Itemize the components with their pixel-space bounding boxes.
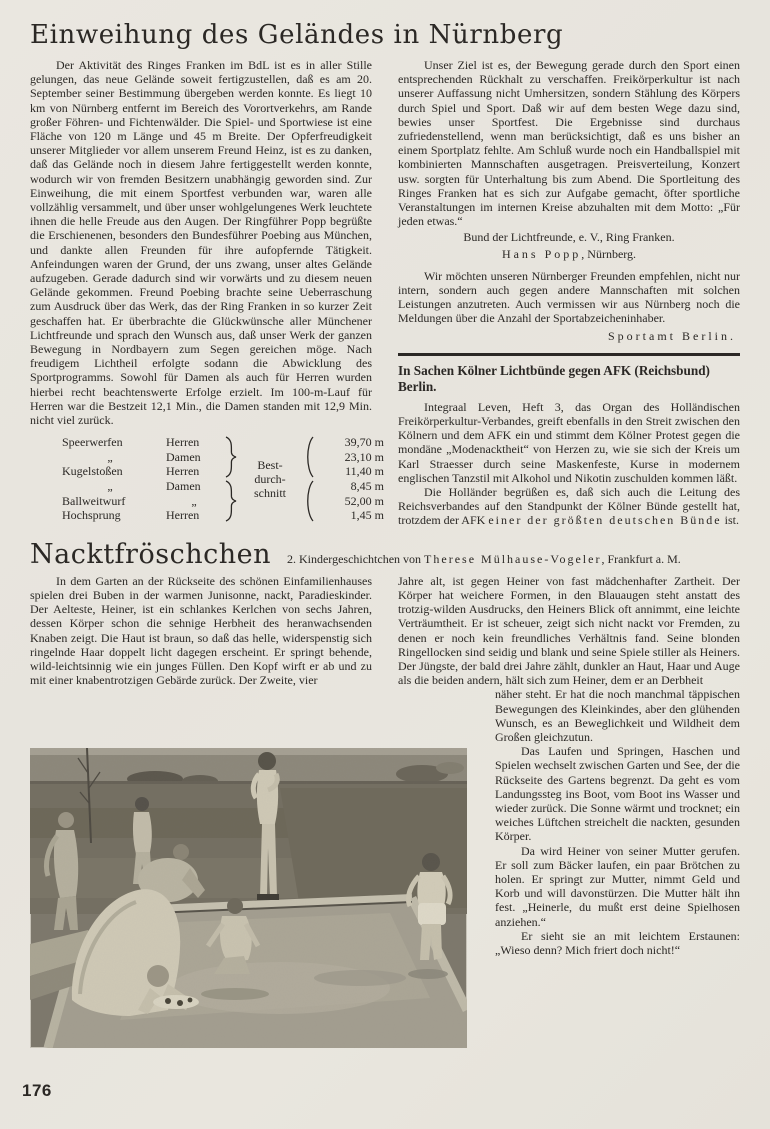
subarticle-paragraph-2 bbox=[398, 485, 740, 528]
signature-author-name: Hans Popp bbox=[501, 246, 582, 261]
subarticle-title: In Sachen Kölner Lichtbünde gegen AFK (Reichsbund) Berlin. bbox=[398, 362, 710, 395]
result-event: „ bbox=[107, 479, 113, 494]
table-label-line: durch- bbox=[254, 472, 286, 487]
article2-left-paragraph: In dem Garten an der Rückseite des schönen Einfamilienhauses spielen drei Buben in der warmen Junisonne, nackt, Paradieskinder. Der Aelteste, Heiner, ist ein schlankes Kerlchen von sechs Jahren, dessen Körper schon die sehnige Herbheit des heranwachsenden Knaben zeigt. Die Haut ist braun, so daß das helle, widerspenstig sich ringelnde Haar doppelt licht dagegen erscheint. Er springt behende, wild-leichtsinnig wie ein junges Füllen. Den Kopf wirft er ab und zu mit einer knabentrotzigen Gebärde zurück. Der Zweite, vier bbox=[30, 573, 372, 688]
section-divider-rule bbox=[398, 353, 740, 356]
result-value: 1,45 m bbox=[350, 508, 384, 523]
article1-title: Einweihung des Geländes in Nürnberg bbox=[30, 20, 564, 50]
article2-title: Nacktfröschchen bbox=[30, 538, 271, 570]
result-who: „ bbox=[191, 493, 197, 508]
brace-close-icon bbox=[222, 436, 240, 478]
signature-author-city: , Nürnberg. bbox=[581, 246, 637, 261]
article2-right-narrow bbox=[495, 687, 740, 957]
article2-byline bbox=[287, 552, 681, 566]
article1-right-column bbox=[398, 58, 740, 528]
result-who: Herren bbox=[166, 508, 200, 523]
table-label-line: Best- bbox=[257, 458, 283, 473]
brace-open-icon bbox=[300, 436, 318, 478]
brace-open-icon bbox=[300, 480, 318, 522]
result-who: Damen bbox=[166, 479, 201, 494]
result-event: Speerwerfen bbox=[62, 435, 123, 450]
article2-narrow-paragraph-2: Das Laufen und Springen, Haschen und Spielen wechselt zwischen Garten und See, der die Rückseite des Gartens begrenzt. Da geht es vom Landungssteg ins Boot, vom Boot ins Wasser und wieder zurück. Die Sonne wärmt und trocknet; ein weiches Lüftchen streichelt die nackten, gesunden Körper. bbox=[495, 744, 740, 844]
article1-right-paragraph-2: Wir möchten unseren Nürnberger Freunden empfehlen, nicht nur intern, sondern auch gegen andere Mannschaften mit solchen Leistungen anzutreten. Auch vermissen wir aus Nürnberg noch die Meldungen über die Anzahl der Sportabzeicheninhaber. bbox=[398, 268, 740, 326]
results-table bbox=[54, 435, 384, 523]
article2-narrow-paragraph-3: Da wird Heiner von seiner Mutter gerufen. Er soll zum Bäcker laufen, ein paar Brötchen zu holen. Er springt zur Mutter, nimmt Geld und Korb und will davonstürzen. Die Mutter hält ihn fest. „Heinerle, du mußt erst deine Spielhosen anziehen.“ bbox=[495, 843, 740, 929]
signature-author bbox=[398, 247, 740, 261]
result-event: Hochsprung bbox=[62, 508, 121, 523]
photo-children-wading-pool bbox=[30, 748, 467, 1048]
signature-office: Sportamt Berlin. bbox=[608, 328, 736, 343]
subarticle-paragraph-2-start: Die Holländer begrüßen es, daß sich auch die Leitung des Reichsverbandes auf den Standpunkt der Kölner Bünde gestellt hat, trotzdem der AFK bbox=[398, 485, 740, 528]
article1-columns bbox=[30, 58, 740, 528]
result-event: „ bbox=[107, 449, 113, 464]
byline-author-name: Therese Mülhause-Vogeler bbox=[424, 551, 602, 566]
result-event: Ballweitwurf bbox=[62, 493, 126, 508]
article1-left-column bbox=[30, 58, 384, 528]
result-who: Damen bbox=[166, 449, 201, 464]
table-label-line: schnitt bbox=[254, 486, 286, 501]
page-number: 176 bbox=[22, 1081, 52, 1100]
article2-right-wide: Jahre alt, ist gegen Heiner von fast mädchenhafter Zartheit. Der Körper hat weichere Formen, in den Blauaugen steht anstatt des trotzig-wilden Ausdrucks, den Heiners Blick oft annimmt, eine leichte Verträumtheit. Er ist scheuer, zeigt sich nicht nackt vor Fremden, zu denen er noch kein freundliches Verhältnis fand. Seine blonden Ringellocken sind seidig und blank und seine Spiele stiller als Heiners. Der Jüngste, der bald drei Jahre zählt, dunkler an Haut, Haar und Auge als die beiden andern, hält sich zum Heiner, dem er an Derbheit bbox=[398, 573, 740, 688]
photo-illustration bbox=[30, 748, 467, 1048]
result-who: Herren bbox=[166, 464, 200, 479]
table-center-label bbox=[240, 458, 300, 500]
result-value: 39,70 m bbox=[344, 435, 384, 450]
result-value: 23,10 m bbox=[344, 449, 384, 464]
result-value: 8,45 m bbox=[350, 479, 384, 494]
subarticle-paragraph-1: Integraal Leven, Heft 3, das Organ des Holländischen Freikörperkultur-Verbandes, greift ebenfalls in den Streit zwischen den Kölnern und dem AFK ein und stimmt dem Kölner Protest gegen die mondäne „Modenacktheit“ von Herzen zu, wie sie sich der Kreis um Karl Straesser durch seine Maskenfeste, Kurse in modernem englischen Tanzstil mit Alkohol und Nikotin zuschulden kommen läßt. bbox=[398, 399, 740, 485]
subarticle-paragraph-2-emphasis: einer der größten deutschen Bünde bbox=[488, 513, 722, 528]
article1-left-paragraph: Der Aktivität des Ringes Franken im BdL ist es in aller Stille gelungen, das neue Gelände soweit fertigzustellen, daß es am 20. September seiner Bestimmung übergeben werden konnte. Es liegt 10 km von Nürnberg entfernt im Bereich des Vorortverkehrs, am Rande großer Föhren- und Fichtenwälder. Die Spiel- und Sportwiese ist eine Fläche von 120 m Länge und 45 m Breite. Der Opferfreudigkeit unserer Mitglieder vor allem unserem Freund Heinz, ist es zu danken, daß das Gelände noch in diesem Jahre fertiggestellt werden konnte, wodurch wir von fremden Besitzern unabhängig geworden sind. Zur Einweihung, die mit einem Sportfest verbunden war, waren alle vollzählig versammelt, und über unser wohlgelungenes Werk leuchtete ihnen die helle Freude aus den Augen. Der Ringführer Popp begrüßte die Erschienenen, besonders den Bundesführer Poebing aus München, und dankte allen Freunden für ihre aufopfernde Tätigkeit. Anfeindungen waren der Grund, der uns zwang, unser altes Gelände aufzugeben. Gerade dadurch sind wir vorwärts und zu diesem neuen Gelände gekommen. Freund Poebing brachte seine Ueberraschung zum Ausdruck über das Werk, das der Ring Franken in so kurzer Zeit geschaffen hat. Er überbrachte die Glückwünsche aller Münchener Lichtfreunde und sprach den Wunsch aus, daß unser Werk der ganzen Bewegung in Nordbayern zum Segen gereichen möge. Nach freudigem Lichtheil erfolgte sodann die Abwicklung des Sportprogramms. Sowohl für Damen als auch für Herren wurden hierbei recht beachtenswerte Erfolge erzielt. Im 100-m-Lauf für Herren war die Bestzeit 12,1 Min., die Damen standen mit 12,9 Min. nicht viel zurück. bbox=[30, 58, 372, 428]
article2-left-column bbox=[30, 574, 372, 688]
result-event: Kugelstoßen bbox=[62, 464, 123, 479]
brace-close-icon bbox=[222, 480, 240, 522]
result-who: Herren bbox=[166, 435, 200, 450]
result-value: 11,40 m bbox=[345, 464, 384, 479]
result-value: 52,00 m bbox=[344, 493, 384, 508]
subarticle-paragraph-2-end: ist. bbox=[721, 513, 739, 528]
article2-header bbox=[30, 540, 740, 570]
article2-narrow-paragraph-4: Er sieht sie an mit leichtem Erstaunen: „Wieso denn? Mich friert doch nicht!“ bbox=[495, 928, 740, 957]
signature-organization: Bund der Lichtfreunde, e. V., Ring Franken. bbox=[463, 230, 675, 245]
byline-suffix: , Frankfurt a. M. bbox=[601, 551, 681, 566]
byline-prefix: 2. Kindergeschichtchen von bbox=[286, 551, 425, 566]
article2-narrow-paragraph-1: näher steht. Er hat die noch manchmal täppischen Bewegungen des Kleinkindes, aber den glühenden Wunsch, es an Beweglichkeit und Wildheit dem Großen gleichzutun. bbox=[495, 687, 740, 744]
article2-body bbox=[30, 574, 740, 1060]
article1-right-paragraph-1: Unser Ziel ist es, der Bewegung gerade durch den Sport einen entsprechenden Rückhalt zu verschaffen. Freikörperkultur ist nach unserer Auffassung nicht Umhersitzen, sondern Stählung des Körpers durch Spiel und Sport. Daß wir auf dem besten Wege dazu sind, bewies unser Sportfest. Die Ergebnisse sind durchaus zufriedenstellend, wenn man berücksichtigt, daß es uns bisher an einem Sportplatz fehlte. Am Schluß wurde noch ein Handballspiel mit kombinierten Mannschaften ausgetragen. Preisverteilung, Konzert usw. sorgten für Unterhaltung bis zum Abend. Die Sportleitung des Ringes Franken hat es sich zur Aufgabe gemacht, öfter sportliche Veranstaltungen im internen Kreise abzuhalten mit dem Motto: „Für jeden etwas.“ bbox=[398, 58, 740, 229]
